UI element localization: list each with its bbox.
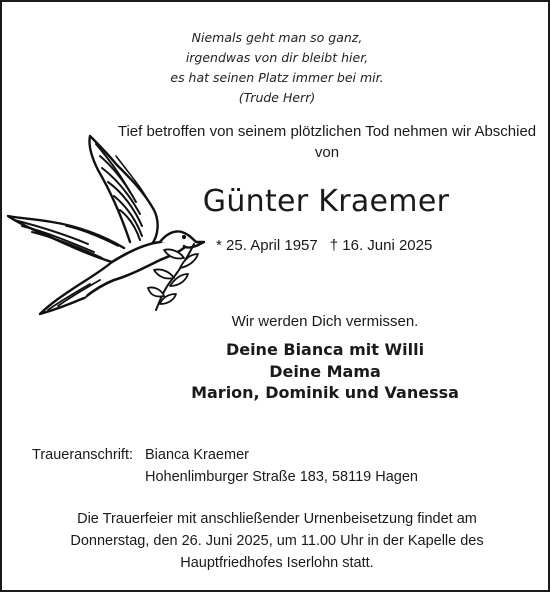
funeral-line: Hauptfriedhofes Iserlohn statt. xyxy=(180,555,374,571)
address-line: Bianca Kraemer xyxy=(145,447,249,463)
memorial-quote xyxy=(102,28,452,108)
life-dates xyxy=(216,235,446,257)
missed-text: Wir werden Dich vermissen. xyxy=(231,313,419,330)
quote-author: (Trude Herr) xyxy=(238,90,316,105)
intro-line: von xyxy=(314,144,340,161)
mourner-line: Deine Bianca mit Willi xyxy=(225,340,425,359)
funeral-line: Donnerstag, den 26. Juni 2025, um 11.00 Uhr in der Kapelle des xyxy=(70,533,484,549)
mourning-address xyxy=(145,444,418,488)
mourner-line: Marion, Dominik und Vanessa xyxy=(191,383,459,402)
funeral-line: Die Trauerfeier mit anschließender Urnenbeisetzung findet am xyxy=(77,511,477,527)
birth-date: * 25. April 1957 xyxy=(216,237,318,254)
address-label: Traueranschrift: xyxy=(32,447,133,463)
quote-line: es hat seinen Platz immer bei mir. xyxy=(170,70,384,85)
death-date: † 16. Juni 2025 xyxy=(329,237,433,254)
intro-text xyxy=(112,121,542,163)
funeral-info xyxy=(42,508,512,574)
intro-line: Tief betroffen von seinem plötzlichen Tod nehmen wir Abschied xyxy=(117,123,537,140)
quote-line: irgendwas von dir bleibt hier, xyxy=(185,50,369,65)
deceased-name: Günter Kraemer xyxy=(202,184,450,219)
mourner-line: Deine Mama xyxy=(269,361,381,381)
mourners-list xyxy=(162,339,488,404)
quote-line: Niemals geht man so ganz, xyxy=(191,30,363,45)
address-line: Hohenlimburger Straße 183, 58119 Hagen xyxy=(145,469,418,485)
